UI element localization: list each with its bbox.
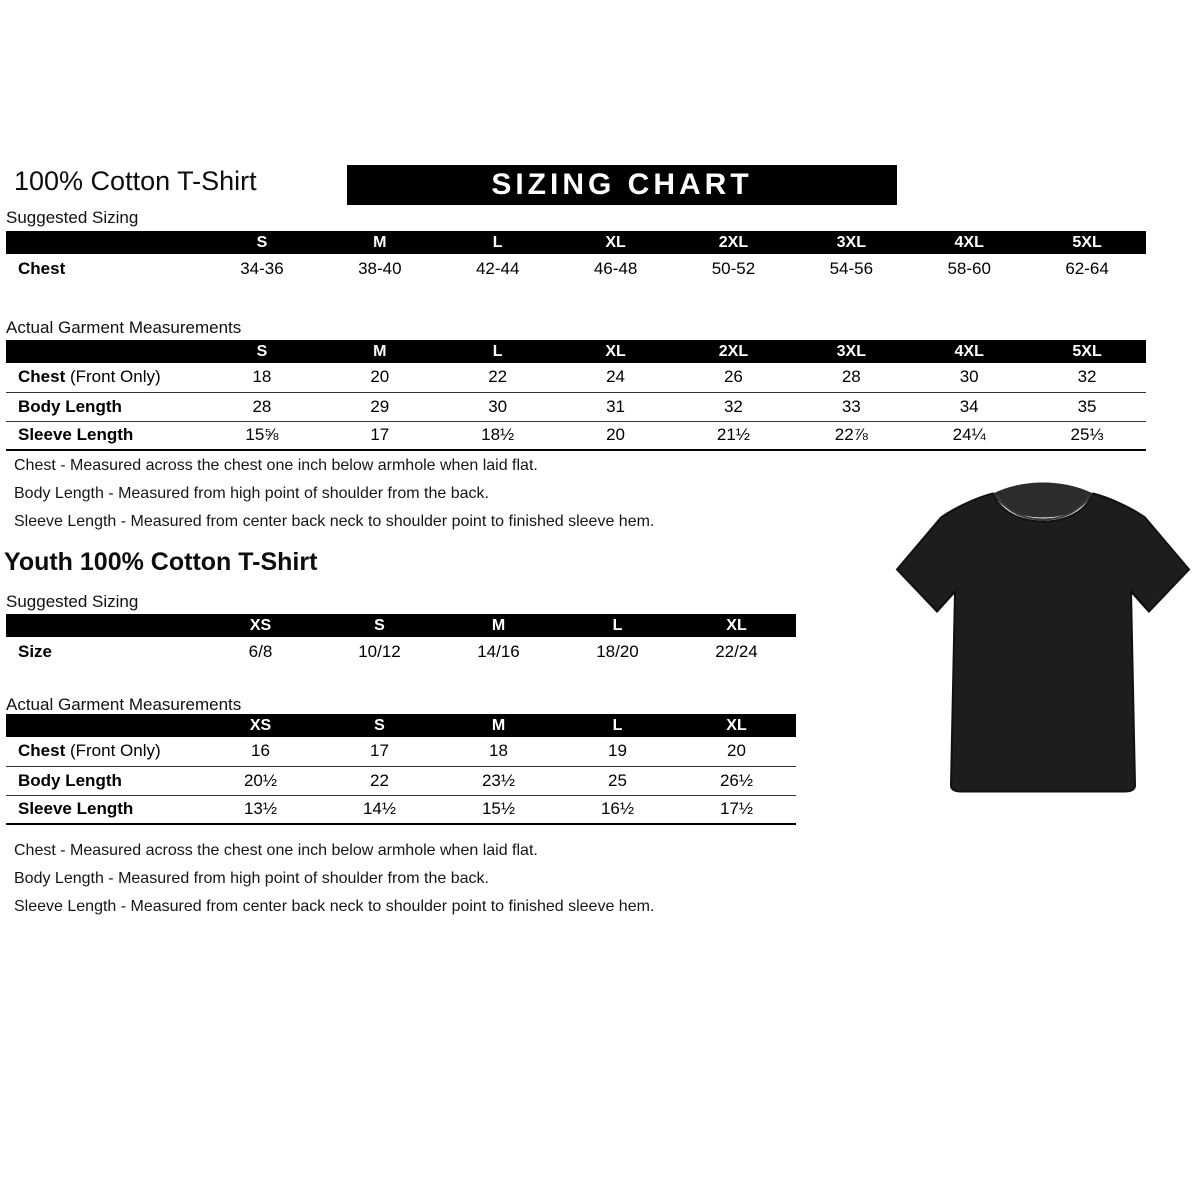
table-row — [6, 737, 796, 766]
cell: 18 — [439, 737, 558, 766]
size-header: L — [439, 340, 557, 363]
row-label-text: Chest — [18, 741, 66, 761]
cell: 14½ — [320, 795, 439, 824]
cell: 21½ — [675, 421, 793, 450]
cell: 17 — [321, 421, 439, 450]
header-spacer — [6, 340, 203, 363]
adult-suggested-label: Suggested Sizing — [6, 208, 139, 227]
row-label-text: Sleeve Length — [18, 799, 134, 819]
cell: 38-40 — [358, 258, 402, 278]
size-header-row — [6, 231, 1146, 254]
row-label — [6, 421, 203, 450]
cell: 30 — [439, 392, 557, 421]
cell: 17 — [320, 737, 439, 766]
cell: 22 — [439, 363, 557, 392]
cell: 46-48 — [593, 258, 638, 278]
table-row — [6, 392, 1146, 421]
header-spacer — [6, 614, 201, 637]
adult-actual-table — [6, 340, 1146, 451]
table-row — [6, 421, 1146, 450]
header-spacer — [6, 231, 203, 254]
measurement-note-sleeve: Sleeve Length - Measured from center back neck to shoulder point to finished sleeve hem. — [14, 898, 655, 915]
cell: 18½ — [439, 421, 557, 450]
cell: 54-56 — [829, 258, 874, 278]
row-label-text: Body Length — [18, 396, 122, 416]
cell: 29 — [321, 392, 439, 421]
table-row — [6, 637, 796, 666]
size-header: L — [558, 714, 677, 737]
cell: 25 — [558, 766, 677, 795]
cell: 18 — [203, 363, 321, 392]
size-header: 2XL — [675, 340, 793, 363]
cell: 28 — [792, 363, 910, 392]
size-header: 3XL — [792, 231, 910, 254]
cell: 32 — [675, 392, 793, 421]
size-header: XS — [201, 714, 320, 737]
cell: 20 — [677, 737, 796, 766]
cell: 20 — [321, 363, 439, 392]
row-label-note: (Front Only) — [69, 367, 161, 387]
cell: 22 — [320, 766, 439, 795]
cell: 19 — [558, 737, 677, 766]
cell: 10/12 — [358, 641, 401, 661]
measurement-note-chest: Chest - Measured across the chest one inch below armhole when laid flat. — [14, 842, 538, 859]
cell: 35 — [1028, 392, 1146, 421]
row-label — [6, 392, 203, 421]
row-label-text: Size — [18, 641, 53, 661]
cell: 20 — [557, 421, 675, 450]
youth-suggested-label: Suggested Sizing — [6, 592, 139, 611]
adult-actual-label: Actual Garment Measurements — [6, 318, 242, 337]
cell: 62-64 — [1065, 258, 1109, 278]
size-header: XL — [557, 231, 675, 254]
row-label-note: (Front Only) — [69, 741, 161, 761]
size-header-row — [6, 614, 796, 637]
cell: 18/20 — [596, 641, 639, 661]
cell: 24 — [557, 363, 675, 392]
size-header: 5XL — [1028, 340, 1146, 363]
size-header: M — [321, 340, 439, 363]
cell: 26½ — [677, 766, 796, 795]
row-label-text: Chest — [18, 367, 66, 387]
table-row — [6, 795, 796, 824]
size-header-row — [6, 714, 796, 737]
size-header: L — [558, 614, 677, 637]
cell: 26 — [675, 363, 793, 392]
size-header: S — [203, 231, 321, 254]
cell: 16 — [201, 737, 320, 766]
cell: 50-52 — [711, 258, 756, 278]
size-header: XL — [677, 714, 796, 737]
tshirt-image — [893, 477, 1193, 822]
size-header: M — [439, 614, 558, 637]
cell: 20½ — [201, 766, 320, 795]
page-title: 100% Cotton T-Shirt — [14, 166, 257, 196]
youth-actual-label: Actual Garment Measurements — [6, 695, 242, 714]
cell: 25⅓ — [1028, 421, 1146, 450]
measurement-note-body: Body Length - Measured from high point of shoulder from the back. — [14, 485, 489, 502]
row-label — [6, 254, 203, 283]
row-label — [6, 637, 201, 666]
row-label — [6, 795, 201, 824]
cell: 31 — [557, 392, 675, 421]
header-spacer — [6, 714, 201, 737]
cell: 22⅞ — [792, 421, 910, 450]
adult-suggested-table — [6, 231, 1146, 283]
cell: 17½ — [677, 795, 796, 824]
sizing-chart-banner: SIZING CHART — [347, 165, 897, 205]
size-header: 3XL — [792, 340, 910, 363]
cell: 42-44 — [475, 258, 520, 278]
cell: 24¼ — [910, 421, 1028, 450]
cell: 33 — [792, 392, 910, 421]
cell: 15⅝ — [203, 421, 321, 450]
size-header: M — [321, 231, 439, 254]
size-header: S — [320, 614, 439, 637]
cell: 22/24 — [715, 641, 758, 661]
row-label — [6, 737, 201, 766]
cell: 23½ — [439, 766, 558, 795]
youth-actual-table — [6, 714, 796, 825]
measurement-note-body: Body Length - Measured from high point of shoulder from the back. — [14, 870, 489, 887]
cell: 34 — [910, 392, 1028, 421]
cell: 6/8 — [248, 641, 273, 661]
size-header: XS — [201, 614, 320, 637]
cell: 32 — [1028, 363, 1146, 392]
size-header: 2XL — [675, 231, 793, 254]
size-header: S — [320, 714, 439, 737]
cell: 58-60 — [947, 258, 991, 278]
row-label-text: Chest — [18, 258, 66, 278]
cell: 14/16 — [477, 641, 520, 661]
measurement-note-chest: Chest - Measured across the chest one inch below armhole when laid flat. — [14, 457, 538, 474]
measurement-note-sleeve: Sleeve Length - Measured from center back neck to shoulder point to finished sleeve hem. — [14, 513, 655, 530]
cell: 28 — [203, 392, 321, 421]
table-row — [6, 363, 1146, 392]
row-label-text: Sleeve Length — [18, 425, 134, 445]
size-header: M — [439, 714, 558, 737]
size-header-row — [6, 340, 1146, 363]
size-header: XL — [677, 614, 796, 637]
cell: 13½ — [201, 795, 320, 824]
size-header: XL — [557, 340, 675, 363]
size-header: 4XL — [910, 340, 1028, 363]
youth-section-title: Youth 100% Cotton T-Shirt — [4, 548, 318, 576]
size-header: 4XL — [910, 231, 1028, 254]
table-row — [6, 766, 796, 795]
row-label — [6, 363, 203, 392]
size-header: S — [203, 340, 321, 363]
cell: 34-36 — [240, 258, 284, 278]
row-label-text: Body Length — [18, 770, 122, 790]
size-header: 5XL — [1028, 231, 1146, 254]
cell: 30 — [910, 363, 1028, 392]
size-header: L — [439, 231, 557, 254]
tshirt-silhouette — [893, 477, 1193, 822]
row-label — [6, 766, 201, 795]
cell: 15½ — [439, 795, 558, 824]
table-row — [6, 254, 1146, 283]
youth-suggested-table — [6, 614, 796, 666]
cell: 16½ — [558, 795, 677, 824]
